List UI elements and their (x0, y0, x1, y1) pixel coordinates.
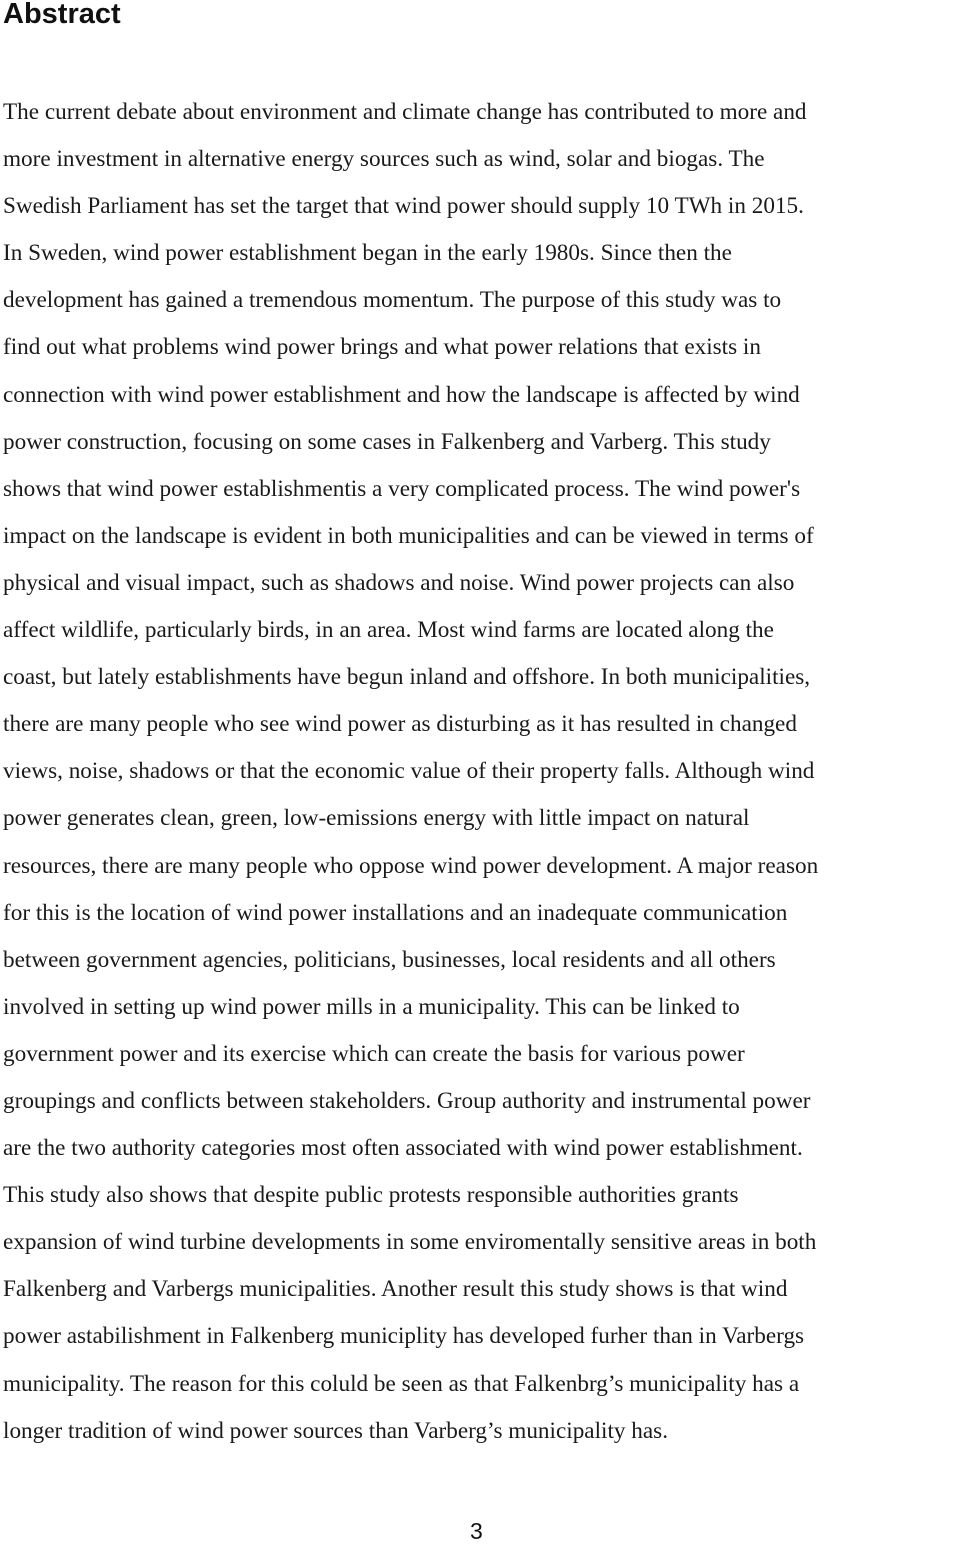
paragraph-line-16: power generates clean, green, low-emissions energy with little impact on natural (3, 805, 750, 832)
paragraph-line-22: groupings and conflicts between stakeholders. Group authority and instrumental power (3, 1087, 811, 1114)
paragraph-line-27: power astabilishment in Falkenberg municiplity has developed furher than in Varbergs (3, 1323, 805, 1350)
paragraph-line-14: there are many people who see wind power as disturbing as it has resulted in changed (3, 711, 797, 738)
paragraph-line-18: for this is the location of wind power installations and an inadequate communication (3, 899, 788, 926)
page-number: 3 (470, 1518, 483, 1544)
paragraph-line-6: find out what problems wind power brings and what power relations that exists in (3, 334, 761, 361)
paragraph-line-3: Swedish Parliament has set the target that wind power should supply 10 TWh in 2015. (3, 193, 804, 220)
paragraph-line-4: In Sweden, wind power establishment began in the early 1980s. Since then the (3, 240, 732, 267)
paragraph-line-5: development has gained a tremendous momentum. The purpose of this study was to (3, 287, 782, 314)
paragraph-line-12: affect wildlife, particularly birds, in an area. Most wind farms are located along the (3, 617, 774, 644)
paragraph-line-19: between government agencies, politicians, businesses, local residents and all others (3, 946, 776, 973)
paragraph-line-7: connection with wind power establishment and how the landscape is affected by wind (3, 381, 800, 408)
paragraph-line-8: power construction, focusing on some cases in Falkenberg and Varberg. This study (3, 428, 771, 455)
paragraph-line-9: shows that wind power establishmentis a very complicated process. The wind power's (3, 475, 801, 502)
paragraph-line-2: more investment in alternative energy sources such as wind, solar and biogas. The (3, 146, 765, 173)
abstract-paragraph (3, 89, 960, 1455)
paragraph-line-28: municipality. The reason for this coluld be seen as that Falkenbrg’s municipality has a (3, 1370, 800, 1397)
paragraph-line-13: coast, but lately establishments have begun inland and offshore. In both municipalities, (3, 664, 811, 691)
paragraph-line-25: expansion of wind turbine developments in some enviromentally sensitive areas in both (3, 1229, 817, 1256)
paragraph-line-26: Falkenberg and Varbergs municipalities. Another result this study shows is that wind (3, 1276, 788, 1303)
paragraph-line-24: This study also shows that despite public protests responsible authorities grants (3, 1182, 739, 1209)
abstract-heading: Abstract (3, 0, 121, 30)
paragraph-line-11: physical and visual impact, such as shadows and noise. Wind power projects can also (3, 569, 795, 596)
paragraph-line-20: involved in setting up wind power mills in a municipality. This can be linked to (3, 993, 740, 1020)
paragraph-line-29: longer tradition of wind power sources than Varberg’s municipality has. (3, 1417, 668, 1444)
paragraph-line-21: government power and its exercise which can create the basis for various power (3, 1040, 745, 1067)
paragraph-line-1: The current debate about environment and climate change has contributed to more and (3, 99, 807, 125)
paragraph-line-17: resources, there are many people who oppose wind power development. A major reason (3, 852, 819, 879)
paragraph-line-10: impact on the landscape is evident in both municipalities and can be viewed in terms of (3, 522, 814, 549)
paragraph-line-23: are the two authority categories most often associated with wind power establishment. (3, 1135, 803, 1162)
paragraph-line-15: views, noise, shadows or that the economic value of their property falls. Although wind (3, 758, 815, 785)
